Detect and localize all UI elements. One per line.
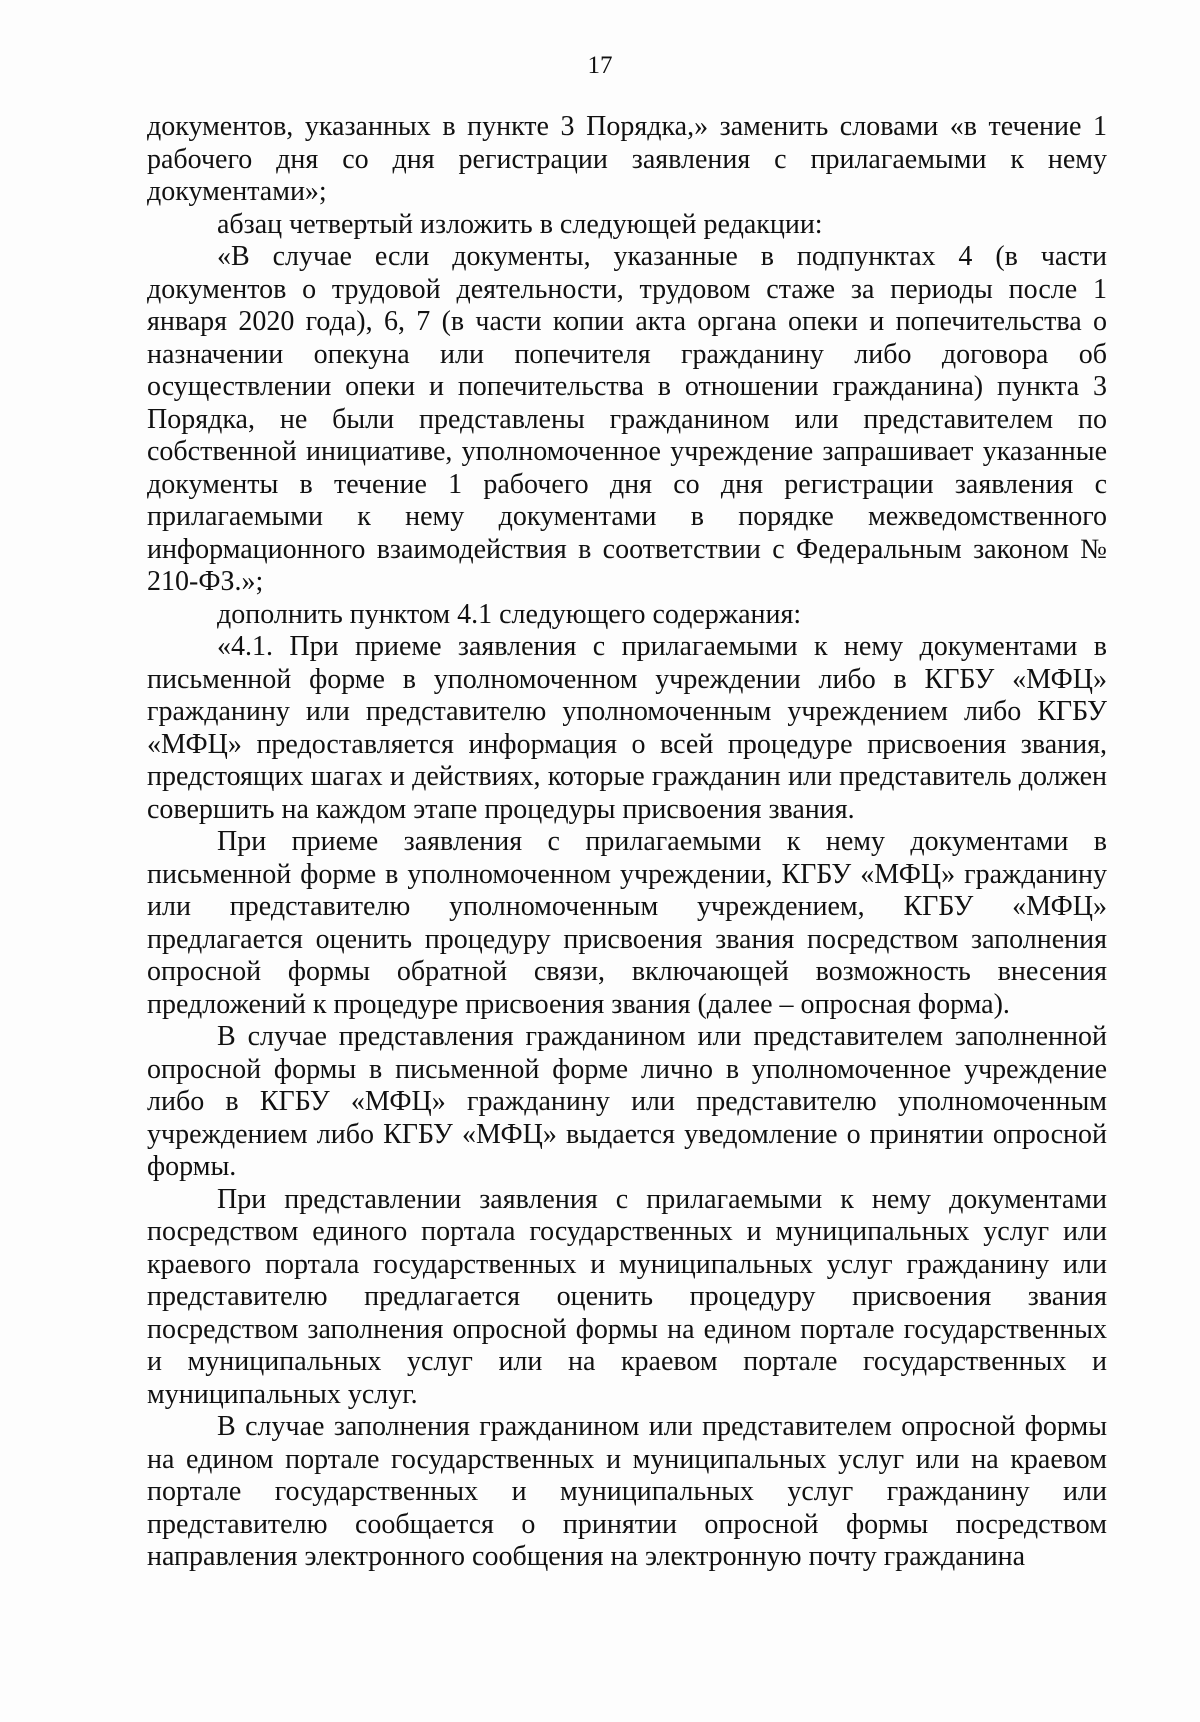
- paragraph-instruction-add-4-1: дополнить пунктом 4.1 следующего содержания:: [217, 598, 802, 630]
- paragraph-quoted-abzac: «В случае если документы, указанные в подпунктах 4 (в части документов о трудовой деятельности, трудовом стаже за периоды после 1 января 2020 года), 6, 7 (в части копии акта органа опеки и попечительства о назначении опекуна или попечителя гражданину либо договора об осуществлении опеки и попечительства в отношении гражданина) пункта 3 Порядка, не были представлены гражданином или представителем по собственной инициативе, уполномоченное учреждение запрашивает указанные документы в течение 1 рабочего дня со дня регистрации заявления с прилагаемыми к нему документами в порядке межведомственного информационного взаимодействия в соответствии с Федеральным законом № 210-ФЗ.»;: [147, 241, 1107, 597]
- paragraph-item-4-1: «4.1. При приеме заявления с прилагаемыми к нему документами в письменной форме в уполномоченном учреждении либо в КГБУ «МФЦ» гражданину или представителю уполномоченным учреждением либо КГБУ «МФЦ» предоставляется информация о всей процедуре присвоения звания, предстоящих шагах и действиях, которые гражданин или представитель должен совершить на каждом этапе процедуры присвоения звания.: [147, 631, 1107, 825]
- paragraph-instruction-fourth-abzac: абзац четвертый изложить в следующей редакции:: [217, 208, 823, 240]
- paragraph-portal-submission: При представлении заявления с прилагаемыми к нему документами посредством единого портала государственных и муниципальных услуг или краевого портала государственных и муниципальных услуг гражданину или представителю предлагается оценить процедуру присвоения звания посредством заполнения опросной формы на едином портале государственных и муниципальных услуг или на краевом портале государственных и муниципальных услуг.: [147, 1183, 1107, 1410]
- paragraph-continuation: документов, указанных в пункте 3 Порядка,» заменить словами «в течение 1 рабочего дня со дня регистрации заявления с прилагаемыми к нему документами»;: [147, 111, 1107, 207]
- paragraph-survey-offer: При приеме заявления с прилагаемыми к нему документами в письменной форме в уполномоченном учреждении, КГБУ «МФЦ» гражданину или представителю уполномоченным учреждением, КГБУ «МФЦ» предлагается оценить процедуру присвоения звания посредством заполнения опросной формы обратной связи, включающей возможность внесения предложений к процедуре присвоения звания (далее – опросная форма).: [147, 826, 1107, 1020]
- document-body: [147, 111, 1107, 1574]
- paragraph-portal-survey-confirmation: В случае заполнения гражданином или представителем опросной формы на едином портале государственных и муниципальных услуг или на краевом портале государственных и муниципальных услуг гражданину или представителю сообщается о принятии опросной формы посредством направления электронного сообщения на электронную почту гражданина: [147, 1411, 1107, 1572]
- paragraph-survey-notification: В случае представления гражданином или представителем заполненной опросной формы в письменной форме лично в уполномоченное учреждение либо в КГБУ «МФЦ» гражданину или представителю уполномоченным учреждением либо КГБУ «МФЦ» выдается уведомление о принятии опросной формы.: [147, 1021, 1107, 1182]
- page-number: 17: [587, 52, 613, 79]
